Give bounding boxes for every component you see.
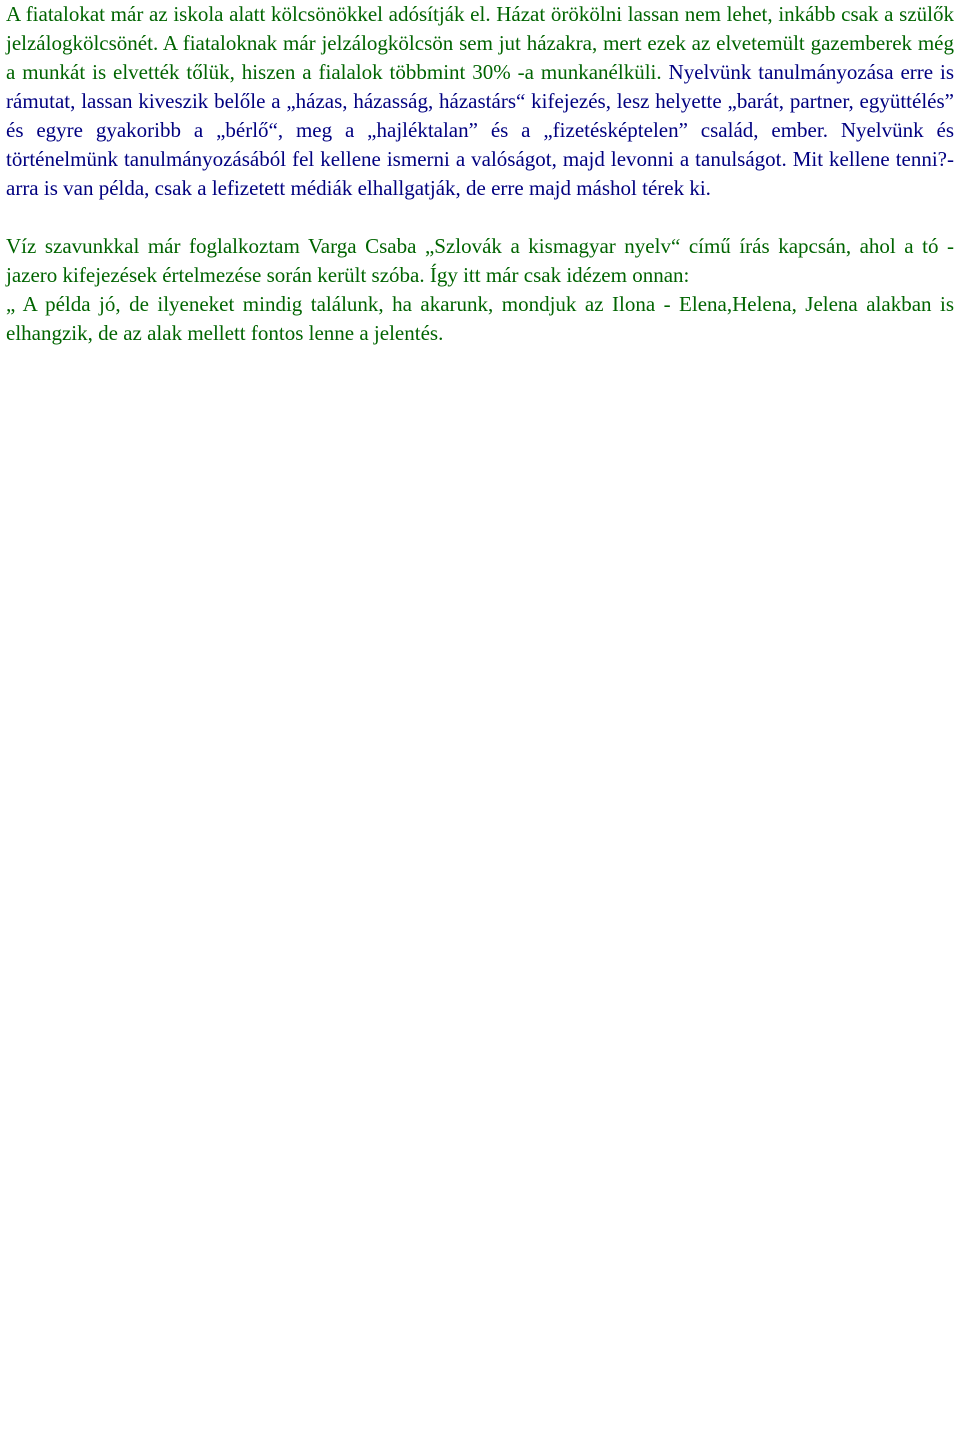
document [0, 0, 960, 348]
paragraph-gap [6, 203, 954, 232]
paragraph-viz [6, 232, 954, 290]
intro-text-1: A fiatalokat már az iskola alatt kölcsönökkel adósítják el. Házat örökölni lassan nem lehet, inkább csak a szülők jelzálogkölcsönét. A fiataloknak már jelzálogkölcsön sem jut házakra, mert ezek az elvetemült gazemberek még a munkát is elvették tőlük, hiszen a fialalok többmint 30% -a munkanélküli. [6, 2, 954, 84]
viz-text: Víz szavunkkal már foglalkoztam Varga Csaba „Szlovák a kismagyar nyelv“ című írás kapcsán, ahol a tó - jazero kifejezések értelmezése során került szóba. Így itt már csak idézem onnan: [6, 234, 954, 287]
paragraph-quote [6, 290, 954, 348]
intro-text-2: Nyelvünk tanulmányozása erre is rámutat, lassan kiveszik belőle a „házas, házasság, házastárs“ kifejezés, lesz helyette „barát, partner, együttélés” és egyre gyakoribb a „bérlő“, meg a „hajléktalan” és a „fizetésképtelen” család, ember. Nyelvünk és történelmünk tanulmányozásából fel kellene ismerni a valóságot, majd levonni a tanulságot. Mit kellene tenni?- arra is van példa, csak a lefizetett médiák elhallgatják, de erre majd máshol térek ki. [6, 60, 954, 200]
paragraph-intro [6, 0, 954, 203]
quote-text: „ A példa jó, de ilyeneket mindig találunk, ha akarunk, mondjuk az Ilona - Elena,Helena, Jelena alakban is elhangzik, de az alak mellett fontos lenne a jelentés. [6, 292, 954, 345]
